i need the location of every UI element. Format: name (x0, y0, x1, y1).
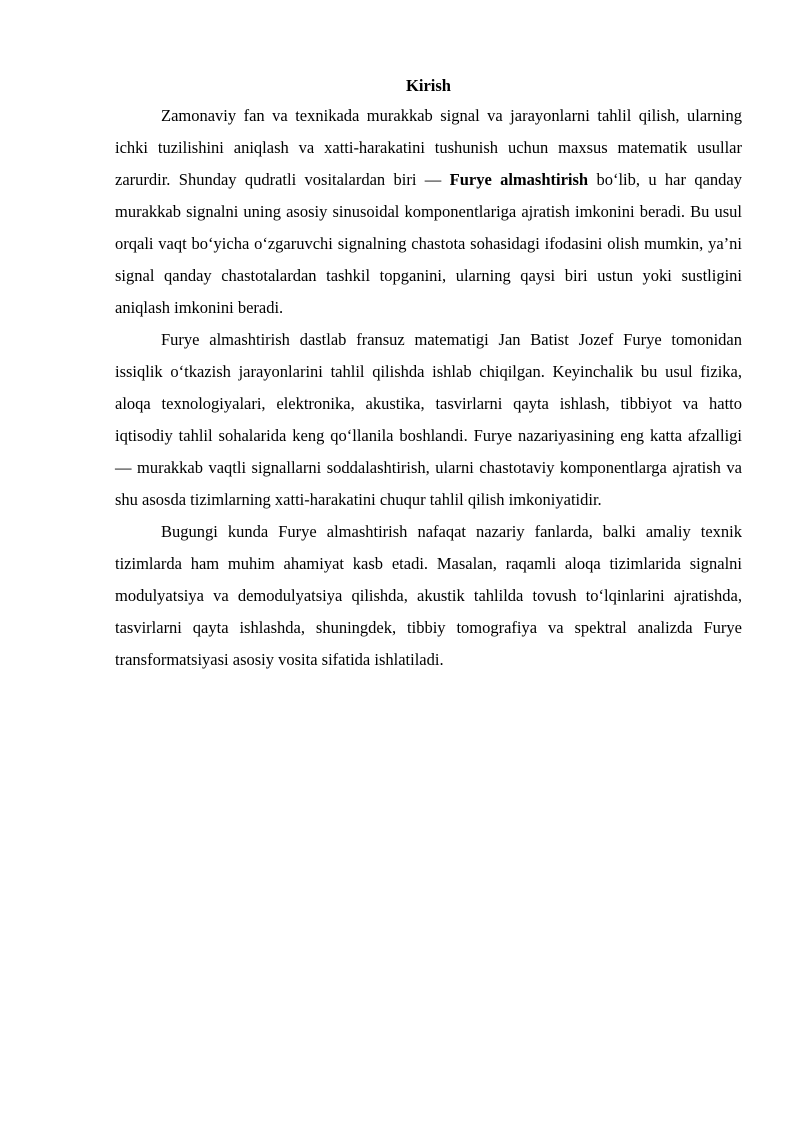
paragraph-3: Bugungi kunda Furye almashtirish nafaqat nazariy fanlarda, balki amaliy texnik tizimlarda ham muhim ahamiyat kasb etadi. Masalan, raqamli aloqa tizimlarida signalni modulyatsiya va demodulyatsiya qilishda, akustik tahlilda tovush to‘lqinlarini ajratishda, tasvirlarni qayta ishlashda, shuningdek, tibbiy tomografiya va spektral analizda Furye transformatsiyasi asosiy vosita sifatida ishlatiladi. (115, 522, 742, 669)
paragraph-1-text-end: bo‘lib, u har qanday murakkab signalni uning asosiy sinusoidal komponentlariga ajratish imkonini beradi. Bu usul orqali vaqt bo‘yicha o‘zgaruvchi signalning chastota sohasidagi ifodasini olish mumkin, ya’ni signal qanday chastotalardan tashkil topganini, ularning qaysi biri ustun yoki sustligini aniqlash imkonini beradi. (115, 170, 742, 317)
section-heading: Kirish (406, 76, 451, 95)
paragraph-1-text-start: Zamonaviy fan va texnikada murakkab signal va jarayonlarni tahlil qilish, ularning ichki tuzilishini aniqlash va xatti-harakatini tushunish uchun maxsus matematik usullar zarurdir. Shunday qudratli vositalardan biri — (115, 106, 742, 189)
document-body (115, 72, 742, 676)
paragraph-1 (115, 100, 742, 324)
paragraph-1-bold-term: Furye almashtirish (449, 170, 589, 189)
paragraph-2: Furye almashtirish dastlab fransuz matematigi Jan Batist Jozef Furye tomonidan issiqlik o‘tkazish jarayonlarini tahlil qilishda ishlab chiqilgan. Keyinchalik bu usul fizika, aloqa texnologiyalari, elektronika, akustika, tasvirlarni qayta ishlash, tibbiyot va hatto iqtisodiy tahlil sohalarida keng qo‘llanila boshlandi. Furye nazariyasining eng katta afzalligi — murakkab vaqtli signallarni soddalashtirish, ularni chastotaviy komponentlarga ajratish va shu asosda tizimlarning xatti-harakatini chuqur tahlil qilish imkoniyatidir. (115, 330, 742, 509)
